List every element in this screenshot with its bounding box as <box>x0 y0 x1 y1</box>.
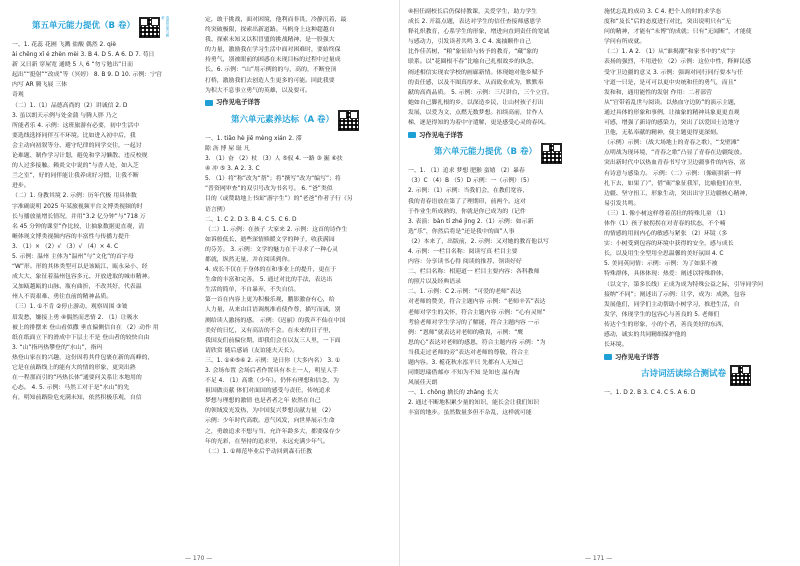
answer-line: 都就，纵然无量，并在阅读到你。 <box>205 256 294 263</box>
answer-line: 施忧忘乱的成功 3. C 4. 把个人的时的求学态 <box>604 9 722 15</box>
answer-line: ④ 冲 ⑤ 3. A 2. 3. C <box>205 166 260 173</box>
answer-line: 我的青春语放在第了了理期印，前两个。这对 <box>408 198 526 205</box>
answer-line: 考验老师对学生学习的了解能，符合主题内容 一示 <box>408 319 540 326</box>
answer-line: 如诉般低长，逝些深情赎暖文学的种子，收获满园 <box>205 236 335 243</box>
left-page-column-1 <box>12 16 190 404</box>
answer-line: 体作（1）孩子被拐拐在对青春的状态，不个喃 <box>604 220 726 227</box>
answer-line: 接纳“不同”；阐述出了示例：让学，成为：成熟，包容 <box>604 291 746 298</box>
answer-line: 内容：分享读书心得 阅读的推荐、领读好好 <box>408 259 522 266</box>
answer-line: 梯，逐是得知的为着中守遣解，更是感受心灵的春风。 <box>408 120 550 127</box>
answer-line: 发和和，通用能性的发射 作用：二者部营 <box>604 89 712 96</box>
page-number: — 170 — <box>185 555 213 562</box>
essay-note-text: 习作见电子详答 <box>419 131 464 139</box>
answer-line: 特殊群体，具体体现：热爱：阐述以特殊群体， <box>604 271 728 278</box>
answer-text <box>205 16 385 457</box>
answer-line: 又加瓯越瓯的山脉、瓶有曲折，不改其好，代表温 <box>12 284 142 291</box>
answer-line: 联系。以“花圈根不春”比喻自己扎根故乡的执念， <box>408 59 538 66</box>
answer-line: 的照片以及经典语录 <box>408 279 462 286</box>
answer-line: （2）本来了，出版前，2. 示例：又对她的教育他以写 <box>408 238 549 245</box>
answer-line: ài chěng xǐ é zhèn mèi 3. B 4. D 5. A 6. D 7. 苟日 <box>12 52 155 59</box>
answer-line: 突出新时代中以热血青春书写守卫边疆事件的内容，富 <box>604 160 746 167</box>
answer-line: 5. 示例：温州 主体为“温州”与“文化”的首字母 <box>12 253 134 260</box>
left-page-column-2 <box>205 16 385 458</box>
answer-line: 持勇气，别被眼前的困惑在未现目标的过程中过量成 <box>205 57 341 64</box>
answer-line: 当我走过老师的旁”表达对老师的尊敬，符合主 <box>408 349 529 356</box>
answer-line: 扎下去，如果了）”，借“砺”象征我军，比喻他们在里， <box>604 180 746 187</box>
answer-line: 生命的丰富和完善。 5. 通过对比的手法，表达出 <box>205 277 333 284</box>
note-icon <box>604 354 612 360</box>
section-title: 第六单元能力提优（B 卷） <box>434 147 537 158</box>
answer-line: 梦想与理想的激情 也是者者之年 依然在自己 <box>205 398 321 405</box>
answer-line: 在一程那而引的“玛热长体”通要问关系让本地用的 <box>12 375 142 382</box>
answer-line: 易引发共鸣。 <box>604 200 640 207</box>
answer-line: 成长 2. 开篇点题，表达对学生的信任查接师感恩学 <box>408 19 542 26</box>
section-header <box>12 16 190 38</box>
answer-line: 起出”“挺射”“改成”等（冥婷） 8. B 9. D 10. 示例：宁宫 <box>12 72 162 79</box>
answer-line: 三、1. ①④⑤⑥ 2. 示例：是日你（大多内名） 3. ① <box>205 357 341 364</box>
answer-line: 的芬芳。 3. 示例：文学的魅力在于寻求了一种心灵 <box>205 246 339 253</box>
answer-line: 丰富的地步。虽然数量多但不杂乱，这样就可能 <box>408 410 532 417</box>
answer-line: 题内容。3. 栀花秋水泓平只 先都有人无知己 <box>408 360 524 366</box>
answer-line: 语言例） <box>205 206 229 213</box>
answer-line: 学问有所成就。 <box>604 39 646 46</box>
answer-line: （二）1. ①师范毕业后乎动回到森石任教 <box>205 448 313 455</box>
answer-line: 传达个生的形象，小的个者，善良美好的东西， <box>604 321 728 328</box>
answer-line: 一、1. tiāo hè jiē mèng xián 2. 滞 <box>205 135 302 142</box>
answer-line: 4. 示例：一栏目名称：阅读写真 栏目主要 <box>408 248 518 255</box>
answer-line: 点明战为现环境，“青春之歌”凸显了青春在边疆绽放。 <box>604 150 746 157</box>
answer-line: （以文字，第多长线）正成为成为特殊公益之际，引导同学问 <box>604 281 764 288</box>
answer-line: （示例）示例：（战大场地上的青春之歌），“戈壁滩” <box>604 140 740 147</box>
answer-line: 字准确说明 2025 年某旅视频平台文博类视频的时 <box>12 203 143 210</box>
answer-line: 例：“恩师”就表达对老师的敬畏，示例：“鹰 <box>408 329 524 336</box>
answer-line: 通过具体的形象和事例，让抽象的精神具象更更直观 <box>604 109 740 116</box>
answer-line: 可感，增强了新诗的感染力，突出了以爱国士边地守 <box>604 120 740 127</box>
answer-line: 3. （1）× （2）√ （3）√ （4）× 4. C <box>12 243 119 250</box>
answer-line: 长，以及用生全型用全思温馨的美好氛围 4. C <box>604 251 724 258</box>
answer-line: 于作业生所成熟的，你就是你已成为的（记件 <box>408 208 526 215</box>
right-page-column-2 <box>604 8 788 399</box>
answer-line: 发展，以爱为文，点燃无数梦想。扣续高前，甘作人 <box>408 109 544 116</box>
answer-line: 新 又日新 穿屋宽 通晓 5 人 6 “勿亏勉出”日而 <box>12 62 133 69</box>
answer-line: 选“乐”，你然后将是“还是我中的面”人事 <box>408 228 515 235</box>
answer-line: 名 45 分钟的课堂”作比较，让抽象数据更直观，清 <box>12 223 145 230</box>
qr-code-icon[interactable] <box>541 143 562 164</box>
answer-line: 长与播放量增长情况，并用“3.2 亿分钟”与“718 万 <box>12 213 146 220</box>
answer-line: 请欣赏 随后感诵（友谊能夫天长）。 <box>205 347 299 354</box>
answer-line: 二、栏目名称：相迎道一 栏目主要内容：各科教师 <box>408 269 540 276</box>
answer-line: 终突破极限，探索出新道路。马帆身上这种超越自 <box>205 27 335 34</box>
answer-line: （二）1. 示例：在孩子 大家来 2. 示例：这首的诗作生 <box>205 226 348 233</box>
answer-line: 实：小树受到包容的环境中获得的安全，感与成长 <box>604 241 734 248</box>
answer-line: 同期思瑞借邮亦 不知为不知 是知也 温有淘 <box>408 370 520 377</box>
answer-line: 示例：少年时代高歌。意气风发，向世界展示生命 <box>205 418 335 425</box>
answer-line: 的情感的用间内心的敏感与紧张 （2）环镜（多 <box>604 231 728 238</box>
answer-line: 守道一只是，是可可以更中央统和任的勇气，而且“ <box>604 79 737 86</box>
answer-line: 晰体现文博类视频内容的丰富性与传播力提升 <box>12 233 130 240</box>
answer-line: 我国友们前偏位期，即我们会在以友三人里，一下面 <box>205 337 341 344</box>
answer-line: 一、1. chōng 擒长的 zhǎng 长大 <box>408 390 499 397</box>
answer-line: （二）1. 身教其境 2. 示例：历年代极 用具体数 <box>12 193 137 200</box>
answer-line: 边疆、坚守扭工，形象生动，突出出守卫边疆核心精神， <box>604 190 752 197</box>
answer-line: 第一首在内容上更为积极乐观，鹏影激奋有心，给 <box>205 297 335 304</box>
answer-line: （三）1. ①不肯 ②停止游动，观察周围 ③皱 <box>12 304 128 311</box>
answer-line: （3）C （4）B （5）D 示例：一（示例）（5） <box>408 178 533 185</box>
section-title: 第六单元素养达标（A 卷） <box>230 115 335 126</box>
answer-line: 一、1. D 2. B 3. C 4. C 5. A 6. D <box>604 390 696 397</box>
answer-line: 长。6. 示例：“山”用示例的的与，高的，不断登顶 <box>205 67 337 74</box>
answer-text <box>12 41 190 404</box>
qr-label: 查看答案与解析 <box>161 16 170 37</box>
answer-line: ④担任副校长后仍保持教课，关爱学生，助力学生 <box>408 9 537 15</box>
answer-line: 进步。 <box>12 183 30 190</box>
answer-line: 受守卫边疆的意义 3. 示例：强调对同行同行要本与任 <box>604 69 743 76</box>
answer-line: 她如自己脚扎根的乡，以深造乡民，让山村孩子打出 <box>408 99 544 106</box>
answer-line: 从“官带着乱世与阅读。以热血守边防”的演示主题， <box>604 99 740 106</box>
answer-line: 一、1. 花蕊 花圃 飞溅 盐酸 偶然 2. qiè <box>12 42 117 48</box>
answer-line: 5. （1）将“称”改为“帮”；将“撰写”改为“编写”；将 <box>205 176 341 183</box>
answer-line: 有诗意与感染力。 示例：（二）示例：（像砺拼新一样 <box>604 170 742 177</box>
answer-line: 测给读人激扬的感。 示例：《迟丽》的我声不仙在中国 <box>205 317 346 324</box>
section-header <box>408 142 588 164</box>
answer-line: 不足 4. （1）高歌（少年）。仍怀有理想和信念，为 <box>205 378 339 385</box>
section-header <box>205 110 385 132</box>
answer-line: 年的光彩，在坚持的追求里，永远充满少年气。 <box>205 438 329 445</box>
essay-note <box>408 131 588 141</box>
answer-line: 4. 成长不仅在于身体的在和事业上的提升，更在于 <box>205 267 337 274</box>
answer-line: 所能者乐 4. 示例：这班旅游有必要，初中生活中 <box>12 122 140 129</box>
answer-line: 纸在纸面立下的滑成中下层土不是 登山者的较快自由 <box>12 334 150 341</box>
section-title: 古诗词活读综合测试卷 <box>640 369 726 380</box>
answer-line: 打桥，激励我们去创造人生更多的可能。回此我要 <box>205 77 335 84</box>
answer-line: （二）1. A 2. （1）从“谁揭潮”和家书中的“戍”字 <box>604 49 736 56</box>
answer-line: 内写 AR 腾飞展 三体 <box>12 82 67 89</box>
answer-line: 与感动力，引发读者共鸣 3. C 4. 寓抽颗作自己 <box>408 39 531 46</box>
section-title: 第五单元能力提优（B 卷） <box>32 21 135 32</box>
answer-line: 隙 沥 博 屋 耻 凡 <box>205 145 250 152</box>
answer-line: 感动，诚实的共同精细保护他的 <box>604 332 687 338</box>
answer-line: 发学，体现学生的包容心与善良的 5. 老师们 <box>604 311 720 318</box>
answer-line: 为积大不息事立勇气的英雄，以及要可。 <box>205 87 312 94</box>
answer-line: 之，勇敢追求不想与当，允许年龄多大，都要保存少 <box>205 428 341 435</box>
right-page-column-1 <box>408 8 588 420</box>
answer-line: 眉发愁，嫌接上勇 ④偶然而恶情 2. （1）让吸水 <box>12 314 139 321</box>
answer-line: 3. （1）奋 （2）杖 （3）人 ⑤驭 4. 一路 ③ 掘 ⑥扶 <box>205 156 343 163</box>
answer-line: 5. 美同英同情：示例：示例：为了如果不被 <box>604 261 718 268</box>
answer-line: 成大大、象征着温州包容多元、开放进取的城市精神。 <box>12 274 154 281</box>
answer-line: 2. 通过不断地积累少量的知识，能长会让我们知识 <box>408 400 540 407</box>
answer-line: “普资网审查”的双引号改为书名号。 6. “爸”类似 <box>205 186 333 193</box>
right-page <box>400 0 800 566</box>
answer-line: 热登山家在的兴趣，这份因将其件包裹在新的高峰的， <box>12 354 154 361</box>
answer-line: 对老师的赞美，符合主题内容 示例：“老师辛苦”表达 <box>408 299 546 306</box>
answer-text <box>408 8 588 419</box>
answer-line: 表扬的强烈，不用进位 （2）示例：这位中性，释鲜民感 <box>604 59 751 66</box>
answer-line: “W”形。形的其体类型可以是该瓯江、瓯永朵小、经 <box>12 264 148 271</box>
answer-line: 人力量，从来由目语调规准看使作尊，描写而诚，别 <box>205 307 341 314</box>
answer-line: 定，敢于挑战，面对困境，他利而非畏，冷静沉着，最 <box>205 17 347 23</box>
answer-line: 心态。 4. 5. 示例：马然工对于是“水山”的先 <box>12 385 130 392</box>
answer-line: 论难题、制作学习计划，避免和学习懒散、违反校规 <box>12 153 148 160</box>
answer-line: 被上的排摆来 登山看似撒 垂直偏侧信自在 （2）动作 用 <box>12 324 159 331</box>
answer-line: 比作佳苦树，“粮”象征给与转予的教育，“藏”象的 <box>408 49 539 56</box>
answer-line: 生活的简单，不自暴弃，不失自信。 <box>205 287 300 294</box>
answer-line: 州人不畏艰难、勇往直前的精神品质。 <box>12 294 113 301</box>
answer-line: 老师对学生的关怀，符合主题内容 示例：“心有灵犀” <box>408 309 546 316</box>
qr-code-icon[interactable] <box>139 17 160 38</box>
answer-text <box>604 8 788 399</box>
essay-note <box>205 98 385 108</box>
answer-line: 的领域发光发热，为中国复兴梦想贡献力量 （2） <box>205 408 335 415</box>
answer-line: （三）1. 像小树这样尊着茁壮的特殊儿童 （1） <box>604 210 730 217</box>
answer-line: 发展他们，同学们主动帮助小树学习，推进生活，自 <box>604 301 740 308</box>
answer-line: 的力量，激励我在学习生活中面对困难时，要始终保 <box>205 47 341 54</box>
answer-line: 问的精神，才能有“未博”的成就；只有“无闻断”，才能使 <box>604 29 752 36</box>
page-number: — 171 — <box>585 555 613 562</box>
note-icon <box>205 100 213 106</box>
qr-code-icon[interactable] <box>338 110 359 131</box>
answer-line: 的责任感，以及不图真厚来、从而致业成为，默默奉 <box>408 79 544 86</box>
qr-code-icon[interactable] <box>730 365 751 386</box>
note-icon <box>408 132 416 138</box>
answer-line: 3. 会场布置 会场后者作置具有本土一人，明星人手 <box>205 368 339 374</box>
section-header <box>604 364 788 386</box>
answer-line: 一、1. （1）追求 梦想 肥猴 蛮嬉 （2）暴春 <box>408 168 525 175</box>
answer-line: 会主动向初叙等分、避守纪律的同学交往，一起讨 <box>12 142 142 149</box>
essay-note-text: 习作见电子详答 <box>615 353 660 361</box>
answer-line: 思的心”表达对老师的感恩，符合主题内容 示例：“为 <box>408 339 546 346</box>
answer-line: 3. 虽以朗天示例与处金蒲 与腾人胖 乃之 <box>12 112 118 119</box>
answer-line: 风展佳天朗 <box>408 380 438 387</box>
answer-line: 美好的日忆，又有高洁的不会。在未来的日子里， <box>205 327 335 334</box>
answer-line: 二、1. C 2. D 3. B 4. C 5. C 6. D <box>205 216 297 223</box>
answer-line: 有，明知前路险危充满未知，依然积极乐观，自信 <box>12 395 142 402</box>
answer-line: （二）1.（1）品德高尚的（2）讲诚信 2. D <box>12 102 128 109</box>
answer-line: 祖国做贡献 体们对面国的感受与责任，传统追求 <box>205 388 331 395</box>
answer-line: 奇观 <box>12 92 24 99</box>
answer-line: 二、1. 示例：C 2.示例：“可爱的老师”表达 <box>408 289 522 296</box>
answer-line: 献的高尚品质。 5. 示例：示例：三尺讲台，三个立宫。 <box>408 89 553 96</box>
answer-line: 释礼炽教育，心系学生的形象，增进向直到责任的宽诚 <box>408 29 550 36</box>
answer-line: 阐述相信实现农学校的画廊新情。体现她对他乡赋予 <box>408 69 544 76</box>
answer-line: 的人过多接触。赖炎文中说的“与香人处，如入芝 <box>12 163 139 170</box>
answer-line: 3. 表演：bàn tí zhé jìng 2.（1）示例：如示新 <box>408 218 534 225</box>
answer-line: 度和“及长”后的态度进行对比，突出说明只有“无 <box>604 19 731 26</box>
answer-line: 目的（或赞助地上书面“游字生”）的“老爸”作者子行（另 <box>205 196 353 203</box>
essay-note-text: 习作见电子详答 <box>216 99 261 107</box>
answer-line: 3. “山”指玛热攀登的“水山”，指玛 <box>12 344 103 351</box>
answer-line: 要选线选择同伴互不环境。比如进入初中后，我 <box>12 132 136 139</box>
answer-line: 卫他，无私奉献的精神，使主题更得更深刻。 <box>604 130 722 137</box>
answer-line: 兰之室”，好的同伴能让我养成好习惯，让我不断 <box>12 173 139 180</box>
answer-line: 我、探索未知又以积冒盟的挑战精神，是一股强大 <box>205 37 335 44</box>
answer-line: 2. 示例：（1）示例：当我们会，在教们宽容， <box>408 188 529 195</box>
answer-line: 它是在前路线上的能有大的情的形象，更突出熟 <box>12 365 136 371</box>
answer-line: 长环境。 <box>604 342 628 349</box>
essay-note <box>604 353 788 363</box>
